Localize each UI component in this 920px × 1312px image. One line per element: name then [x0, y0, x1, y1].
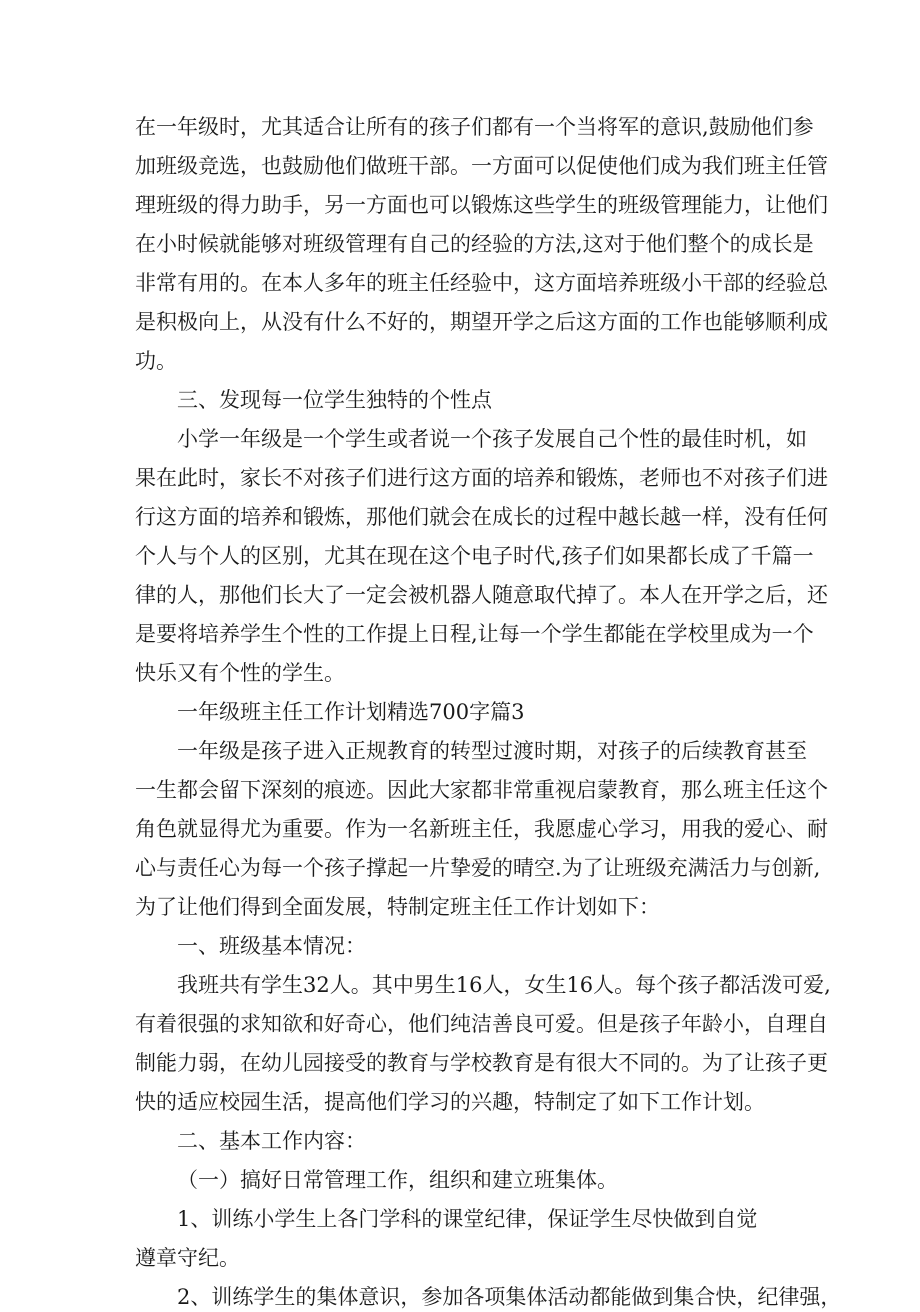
section-heading: 一、班级基本情况：: [177, 934, 366, 958]
paragraph-line: 功。: [135, 349, 177, 373]
paragraph-line: 是积极向上，从没有什么不好的，期望开学之后这方面的工作也能够顺利成: [135, 310, 828, 334]
subsection-heading: （一）搞好日常管理工作，组织和建立班集体。: [177, 1168, 618, 1192]
list-item: 1、训练小学生上各门学科的课堂纪律，保证学生尽快做到自觉: [177, 1207, 758, 1231]
paragraph-line: 行这方面的培养和锻炼，那他们就会在成长的过程中越长越一样，没有任何: [135, 505, 828, 529]
list-item-continuation: 遵章守纪。: [135, 1246, 240, 1270]
paragraph-line: 在一年级时，尤其适合让所有的孩子们都有一个当将军的意识,鼓励他们参: [135, 115, 814, 139]
paragraph-line: 快乐又有个性的学生。: [135, 661, 345, 685]
paragraph-line: 个人与个人的区别，尤其在现在这个电子时代,孩子们如果都长成了千篇一: [135, 544, 814, 568]
paragraph-line: 律的人，那他们长大了一定会被机器人随意取代掉了。本人在开学之后，还: [135, 583, 828, 607]
paragraph-line: 加班级竞选，也鼓励他们做班干部。一方面可以促使他们成为我们班主任管: [135, 154, 828, 178]
paragraph-line: 小学一年级是一个学生或者说一个孩子发展自己个性的最佳时机，如: [177, 427, 807, 451]
paragraph-line: 我班共有学生32人。其中男生16人，女生16人。每个孩子都活泼可爱,: [177, 973, 831, 997]
paragraph-line: 一年级是孩子进入正规教育的转型过渡时期，对孩子的后续教育甚至: [177, 739, 807, 763]
paragraph-line: 制能力弱，在幼儿园接受的教育与学校教育是有很大不同的。为了让孩子更: [135, 1051, 828, 1075]
paragraph-line: 快的适应校园生活，提高他们学习的兴趣，特制定了如下工作计划。: [135, 1090, 765, 1114]
paragraph-line: 一生都会留下深刻的痕迹。因此大家都非常重视启蒙教育，那么班主任这个: [135, 778, 828, 802]
paragraph-line: 果在此时，家长不对孩子们进行这方面的培养和锻炼，老师也不对孩子们进: [135, 466, 828, 490]
section-heading: 二、基本工作内容：: [177, 1129, 366, 1153]
paragraph-line: 心与责任心为每一个孩子撑起一片挚爱的晴空.为了让班级充满活力与创新,: [135, 856, 821, 880]
paragraph-line: 理班级的得力助手，另一方面也可以锻炼这些学生的班级管理能力，让他们: [135, 193, 828, 217]
section-heading: 三、发现每一位学生独特的个性点: [177, 388, 492, 412]
list-item: 2、训练学生的集体意识，参加各项集体活动都能做到集合快，纪律强，: [177, 1285, 842, 1309]
paragraph-line: 角色就显得尤为重要。作为一名新班主任，我愿虚心学习，用我的爱心、耐: [135, 817, 828, 841]
paragraph-line: 非常有用的。在本人多年的班主任经验中，这方面培养班级小干部的经验总: [135, 271, 828, 295]
article-title: 一年级班主任工作计划精选700字篇3: [177, 700, 525, 724]
paragraph-line: 在小时候就能够对班级管理有自己的经验的方法,这对于他们整个的成长是: [135, 232, 814, 256]
paragraph-line: 为了让他们得到全面发展，特制定班主任工作计划如下：: [135, 895, 660, 919]
paragraph-line: 是要将培养学生个性的工作提上日程,让每一个学生都能在学校里成为一个: [135, 622, 814, 646]
paragraph-line: 有着很强的求知欲和好奇心，他们纯洁善良可爱。但是孩子年龄小，自理自: [135, 1012, 828, 1036]
